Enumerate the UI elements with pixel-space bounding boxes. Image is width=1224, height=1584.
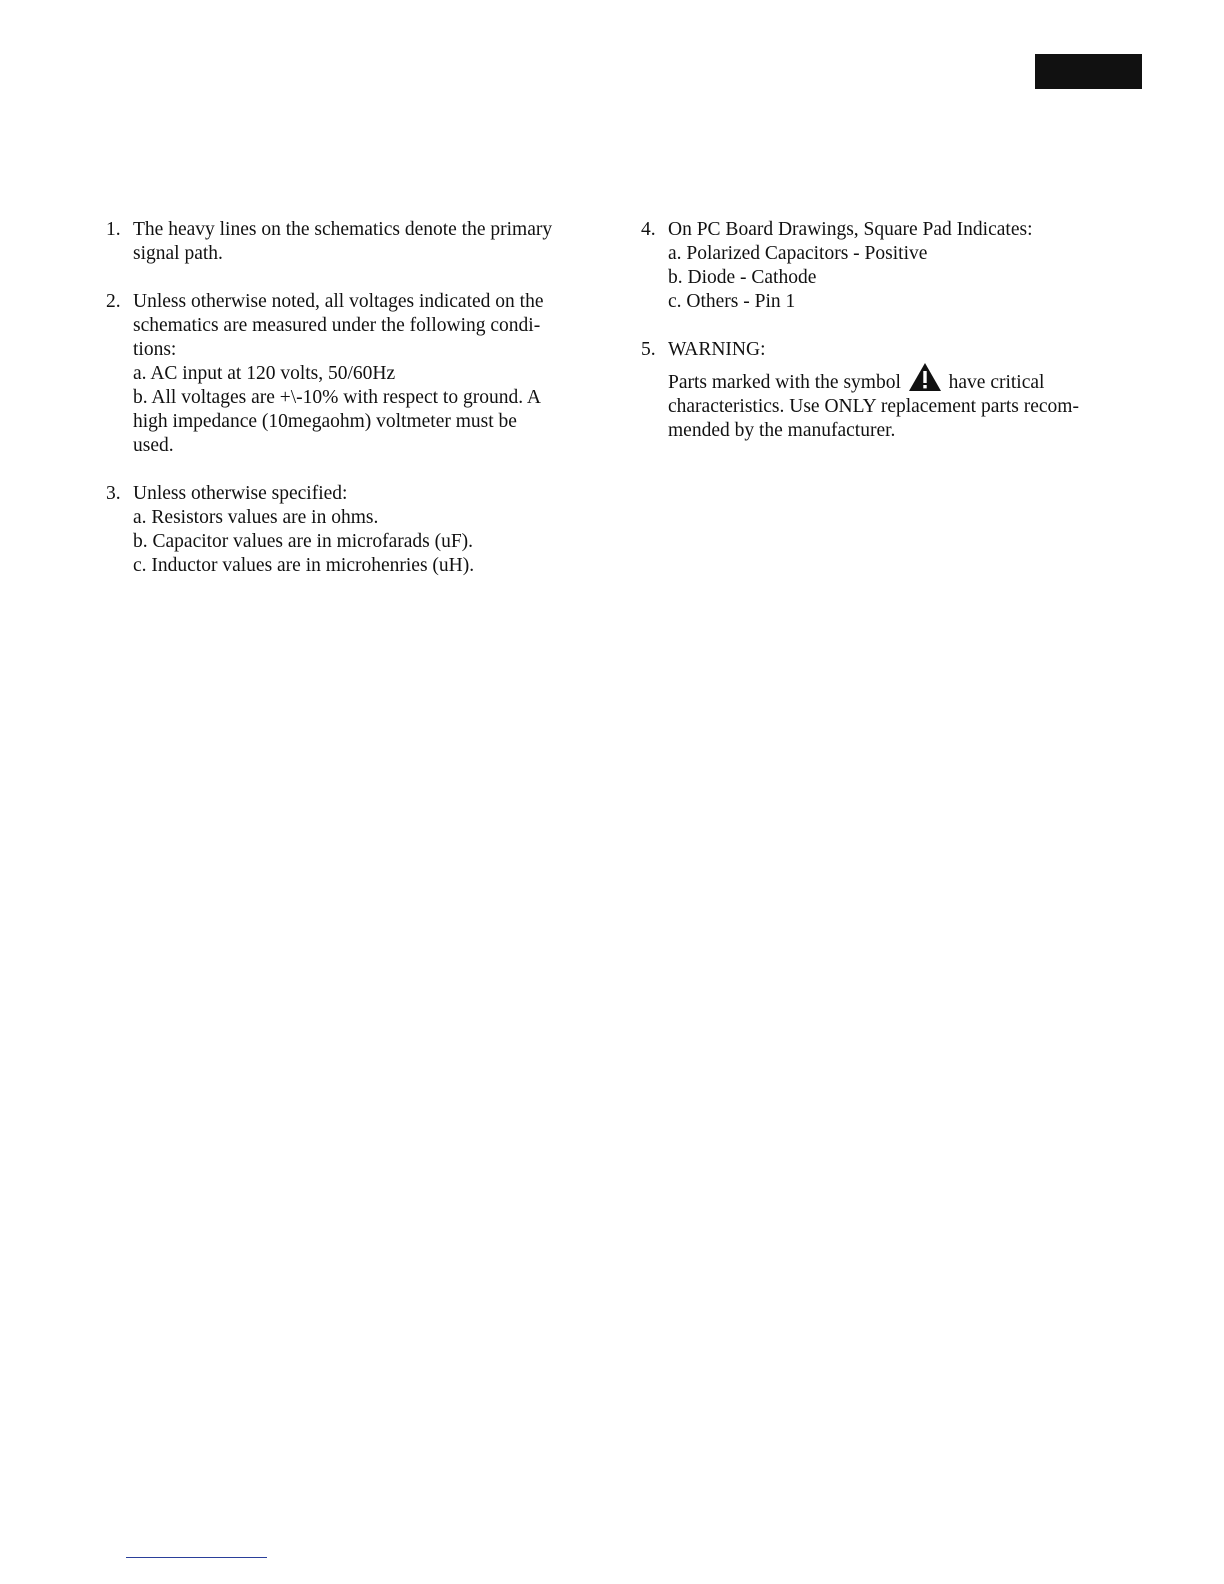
note-text: The heavy lines on the schematics denote the primary: [133, 219, 553, 240]
note-number: 1.: [106, 219, 121, 240]
note-subitem: used.: [133, 435, 174, 456]
note-text: Parts marked with the symbol: [668, 372, 906, 393]
note-5-warning: [641, 338, 1111, 443]
note-text: schematics are measured under the following condi-: [133, 315, 541, 336]
note-text: characteristics. Use ONLY replacement parts recom-: [668, 396, 1079, 417]
note-text: tions:: [133, 339, 177, 360]
notes-left-column: [106, 218, 586, 602]
note-subitem: a. Resistors values are in ohms.: [133, 507, 379, 528]
note-subitem: high impedance (10megaohm) voltmeter must be: [133, 411, 517, 432]
note-4: [641, 218, 1111, 314]
note-subitem: b. All voltages are +\-10% with respect to ground. A: [133, 387, 541, 408]
note-number: 4.: [641, 219, 656, 240]
note-subitem: b. Capacitor values are in microfarads (uF).: [133, 531, 474, 552]
note-1: [106, 218, 586, 266]
note-number: 2.: [106, 291, 121, 312]
note-text: have critical: [943, 372, 1045, 393]
note-body: [668, 218, 1111, 314]
note-subitem: b. Diode - Cathode: [668, 267, 817, 288]
note-body: [133, 290, 586, 458]
note-2: [106, 290, 586, 458]
warning-heading: WARNING:: [668, 339, 766, 360]
footer-link-underline[interactable]: [126, 1557, 267, 1558]
warning-triangle-icon: [908, 362, 942, 392]
note-number: 3.: [106, 483, 121, 504]
note-number: 5.: [641, 339, 656, 360]
corner-tab-block: [1035, 54, 1142, 89]
note-text: Unless otherwise specified:: [133, 483, 348, 504]
note-body: [133, 482, 586, 578]
note-text: signal path.: [133, 243, 223, 264]
note-body: [133, 218, 586, 266]
warning-symbol-line: [668, 362, 1111, 395]
note-subitem: c. Inductor values are in microhenries (uH).: [133, 555, 475, 576]
note-3: [106, 482, 586, 578]
note-subitem: a. Polarized Capacitors - Positive: [668, 243, 928, 264]
note-text: On PC Board Drawings, Square Pad Indicates:: [668, 219, 1033, 240]
note-subitem: c. Others - Pin 1: [668, 291, 796, 312]
note-text: mended by the manufacturer.: [668, 420, 896, 441]
note-body: [668, 338, 1111, 443]
notes-right-column: [641, 218, 1111, 467]
note-text: Unless otherwise noted, all voltages indicated on the: [133, 291, 544, 312]
note-subitem: a. AC input at 120 volts, 50/60Hz: [133, 363, 396, 384]
